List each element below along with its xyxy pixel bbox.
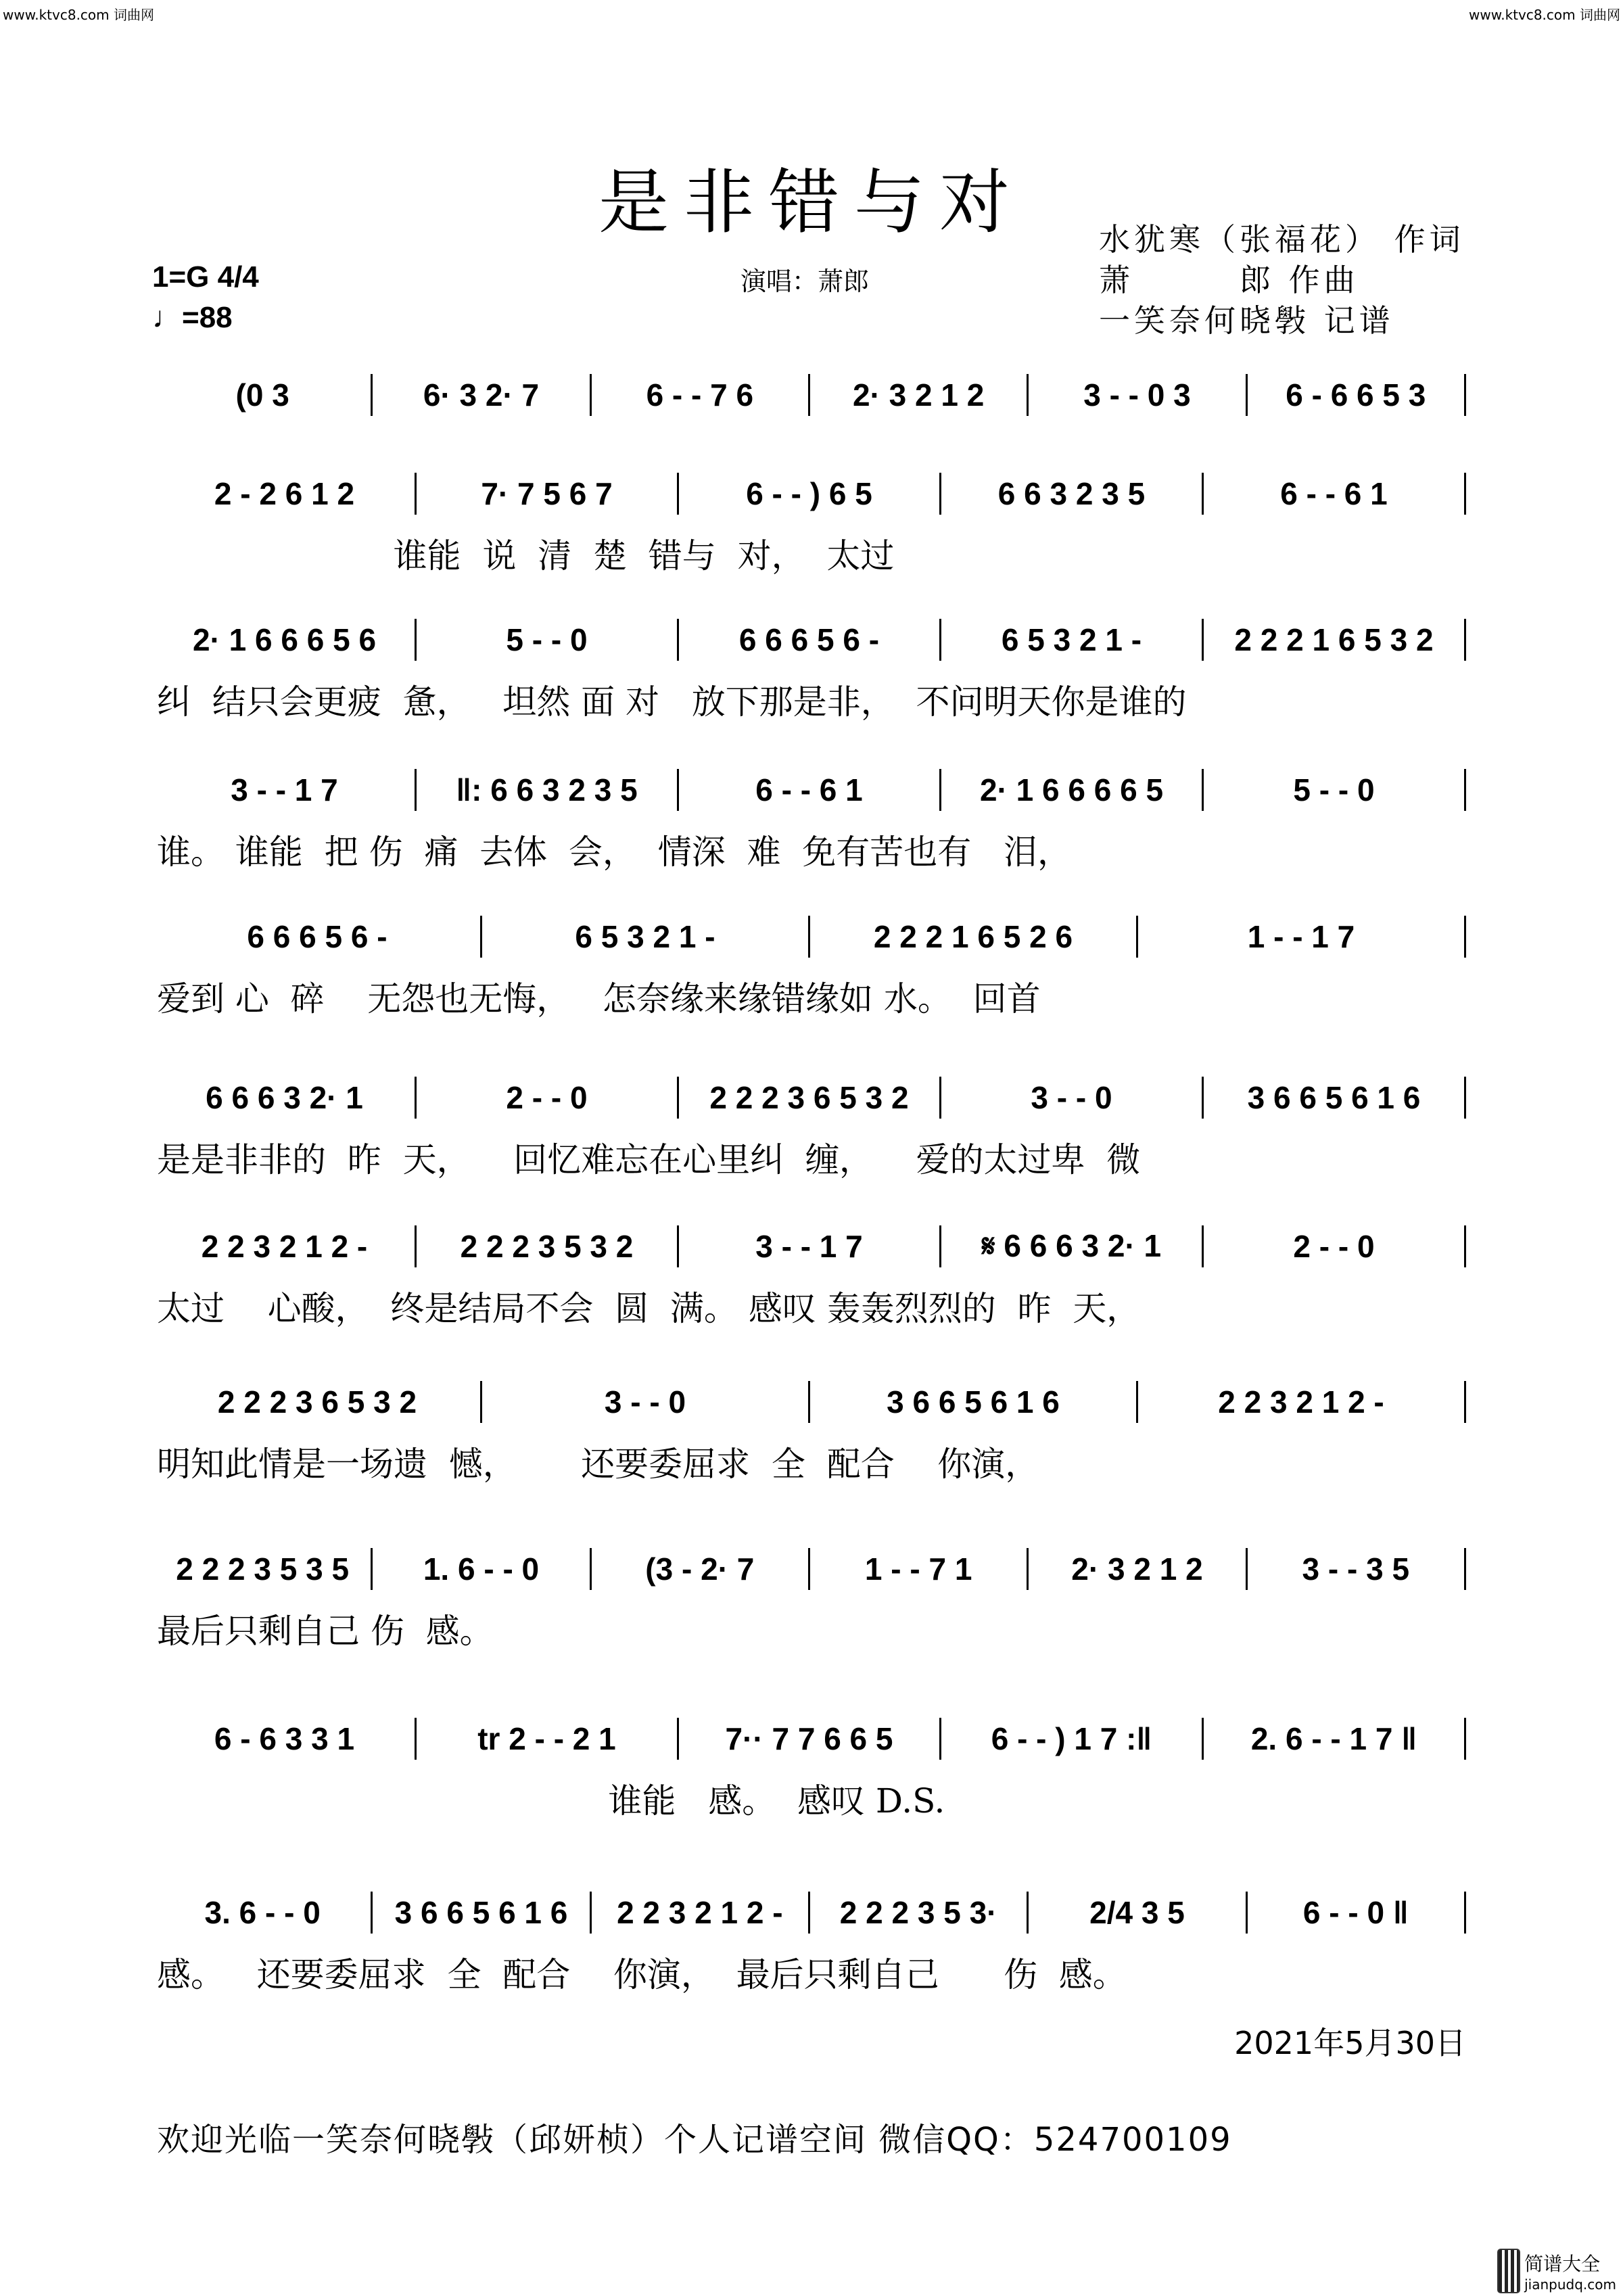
score-row — [157, 916, 1469, 958]
lyric-line: 纠 结只会更疲 惫， 坦然 面 对 放下那是非， 不问明天你是谁的 — [157, 682, 1187, 722]
measure: 2/4 3 5 — [1089, 1895, 1185, 1930]
barline — [939, 473, 941, 515]
footer-text: 欢迎光临一笑奈何晓斅（邱妍桢）个人记谱空间 微信QQ：524700109 — [157, 2121, 1232, 2159]
song-title: 是非错与对 — [598, 161, 1025, 243]
date: 2021年5月30日 — [1234, 2025, 1466, 2061]
measure: 7·· 7 7 6 6 5 — [725, 1721, 893, 1756]
barline — [939, 619, 941, 661]
measure: 3 - - 1 7 — [755, 1229, 863, 1264]
measure: 1. 6 - - 0 — [423, 1551, 540, 1587]
barline — [1202, 619, 1204, 661]
lyric-line: 最后只剩自己 伤 感。 — [157, 1612, 494, 1651]
barline — [1464, 769, 1466, 811]
barline — [1027, 1892, 1029, 1934]
measure: 3 6 6 5 6 1 6 — [394, 1895, 568, 1930]
measure: 1 - - 7 1 — [864, 1551, 972, 1587]
barline — [1202, 769, 1204, 811]
measure: 2 - - 0 — [1293, 1229, 1375, 1264]
barline — [415, 473, 417, 515]
lyric-line: 谁。 谁能 把 伤 痛 去体 会， 情深 难 免有苦也有 泪， — [157, 833, 1071, 872]
score-row — [157, 374, 1469, 416]
measure: ‖: 6 6 3 2 3 5 — [456, 772, 638, 807]
barline — [1136, 916, 1138, 958]
measure: 6 - 6 6 5 3 — [1286, 377, 1426, 413]
barline — [808, 374, 810, 416]
barline — [590, 1892, 592, 1934]
logo-title: 简谱大全 — [1524, 2253, 1601, 2275]
score-row — [157, 1548, 1469, 1590]
measure: 2 2 2 3 6 5 3 2 — [217, 1384, 417, 1420]
measure: 2 2 2 3 5 3 2 — [460, 1229, 634, 1264]
score-row — [157, 619, 1469, 661]
barline — [677, 1718, 679, 1760]
tempo-marking: ♩=88 — [152, 301, 233, 334]
barline — [1464, 473, 1466, 515]
lyric-line: 明知此情是一场遗 憾， 还要委屈求 全 配合 你演， — [157, 1445, 1039, 1484]
barline — [371, 1892, 373, 1934]
measure: 3 - - 0 — [1031, 1080, 1112, 1115]
measure: 2 2 2 3 5 3 5 — [176, 1551, 350, 1587]
measure: tr 2 - - 2 1 — [477, 1721, 616, 1756]
barline — [415, 1077, 417, 1119]
measure: 2 2 3 2 1 2 - — [201, 1229, 368, 1264]
measure: 6 6 3 2 3 5 — [997, 476, 1146, 511]
barline — [1027, 1548, 1029, 1590]
barline — [1464, 1718, 1466, 1760]
barline — [939, 1225, 941, 1267]
barline — [1202, 473, 1204, 515]
measure: 2· 1 6 6 6 6 5 — [979, 772, 1164, 807]
barline — [939, 769, 941, 811]
barline — [677, 473, 679, 515]
score-row — [157, 1892, 1469, 1934]
barline — [1464, 916, 1466, 958]
barline — [677, 619, 679, 661]
barline — [480, 1381, 482, 1423]
key-signature: 1=G 4/4 — [152, 260, 259, 294]
measure: (0 3 — [235, 377, 289, 413]
barline — [808, 916, 810, 958]
measure: 6 - - 6 1 — [1280, 476, 1388, 511]
measure: 2. 6 - - 1 7 ‖ — [1250, 1721, 1417, 1756]
measure: 6 - - 6 1 — [755, 772, 863, 807]
measure: 3 6 6 5 6 1 6 — [887, 1384, 1060, 1420]
lyric-line: 谁能 说 清 楚 错与 对， 太过 — [157, 536, 895, 576]
measure: 5 - - 0 — [1293, 772, 1375, 807]
measure: 6· 3 2· 7 — [423, 377, 540, 413]
barline — [590, 1548, 592, 1590]
lyric-line: 感。 还要委屈求 全 配合 你演， 最后只剩自己 伤 感。 — [157, 1955, 1127, 1994]
measure: 2 2 2 1 6 5 2 6 — [873, 919, 1073, 954]
measure: 3 - - 3 5 — [1302, 1551, 1410, 1587]
barline — [1202, 1718, 1204, 1760]
transcriber-credit: 一笑奈何晓斅 记谱 — [1099, 302, 1394, 339]
piano-keys-icon — [1497, 2249, 1520, 2293]
barline — [1464, 1077, 1466, 1119]
score-row — [157, 1225, 1469, 1267]
barline — [371, 374, 373, 416]
barline — [1464, 1225, 1466, 1267]
barline — [808, 1548, 810, 1590]
barline — [1464, 1381, 1466, 1423]
barline — [1136, 1381, 1138, 1423]
barline — [1464, 374, 1466, 416]
barline — [415, 1225, 417, 1267]
lyric-line: 是是非非的 昨 天， 回忆难忘在心里纠 缠， 爱的太过卑 微 — [157, 1140, 1141, 1179]
barline — [677, 1225, 679, 1267]
measure: 3. 6 - - 0 — [204, 1895, 321, 1930]
measure: 6 6 6 3 2· 1 — [206, 1080, 363, 1115]
lyric-line: 太过 心酸， 终是结局不会 圆 满。 感叹 轰轰烈烈的 昨 天， — [157, 1289, 1141, 1328]
barline — [415, 769, 417, 811]
measure: 3 - - 0 — [604, 1384, 686, 1420]
measure: 2· 3 2 1 2 — [852, 377, 985, 413]
barline — [808, 1381, 810, 1423]
measure: 1 - - 1 7 — [1247, 919, 1355, 954]
barline — [677, 769, 679, 811]
measure: 3 6 6 5 6 1 6 — [1247, 1080, 1421, 1115]
measure: 3 - - 1 7 — [231, 772, 338, 807]
measure: (3 - 2· 7 — [645, 1551, 755, 1587]
measure: 2 - 2 6 1 2 — [214, 476, 355, 511]
score-row — [157, 1381, 1469, 1423]
barline — [1202, 1225, 1204, 1267]
barline — [415, 619, 417, 661]
score-row — [157, 1718, 1469, 1760]
measure: 2 2 3 2 1 2 - — [617, 1895, 783, 1930]
measure: 7· 7 5 6 7 — [481, 476, 613, 511]
barline — [1246, 1548, 1248, 1590]
barline — [939, 1077, 941, 1119]
measure: 2· 1 6 6 6 5 6 — [192, 622, 377, 657]
measure: 5 - - 0 — [506, 622, 588, 657]
score-row — [157, 473, 1469, 515]
measure: 2· 3 2 1 2 — [1071, 1551, 1203, 1587]
measure: 6 - - ) 1 7 :‖ — [991, 1721, 1152, 1756]
barline — [939, 1718, 941, 1760]
measure: 6 - - 0 ‖ — [1302, 1895, 1409, 1930]
score-row — [157, 1077, 1469, 1119]
measure: 3 - - 0 3 — [1083, 377, 1191, 413]
barline — [1246, 374, 1248, 416]
barline — [677, 1077, 679, 1119]
logo-url: jianpudq.com — [1524, 2276, 1616, 2293]
measure: 2 2 2 1 6 5 3 2 — [1234, 622, 1434, 657]
measure: 2 2 2 3 6 5 3 2 — [709, 1080, 909, 1115]
barline — [1464, 1548, 1466, 1590]
barline — [1246, 1892, 1248, 1934]
watermark-right: www.ktvc8.com 词曲网 — [1468, 7, 1620, 23]
singer-label: 演唱：萧郎 — [740, 266, 870, 296]
score-row — [157, 769, 1469, 811]
site-logo — [1497, 2249, 1616, 2293]
barline — [1027, 374, 1029, 416]
barline — [808, 1892, 810, 1934]
barline — [371, 1548, 373, 1590]
barline — [590, 374, 592, 416]
watermark-left: www.ktvc8.com 词曲网 — [3, 7, 155, 23]
lyricist-credit: 水犹寒（张福花） 作词 — [1099, 221, 1465, 258]
measure: 𝄋 6 6 6 3 2· 1 — [981, 1228, 1162, 1263]
measure: 2 2 2 3 5 3· — [839, 1895, 997, 1930]
lyric-line: 爱到 心 碎 无怨也无悔， 怎奈缘来缘错缘如 水。 回首 — [157, 979, 1041, 1018]
measure: 6 5 3 2 1 - — [1001, 622, 1142, 657]
measure: 6 6 6 5 6 - — [738, 622, 880, 657]
measure: 6 6 6 5 6 - — [247, 919, 387, 954]
measure: 6 - 6 3 3 1 — [214, 1721, 355, 1756]
composer-credit: 萧 郎 作曲 — [1099, 262, 1359, 298]
measure: 6 - - 7 6 — [646, 377, 754, 413]
measure: 2 2 3 2 1 2 - — [1218, 1384, 1384, 1420]
measure: 6 5 3 2 1 - — [575, 919, 715, 954]
barline — [1202, 1077, 1204, 1119]
barline — [415, 1718, 417, 1760]
lyric-line: 谁能 感。 感叹 D.S. — [157, 1781, 945, 1821]
barline — [480, 916, 482, 958]
barline — [1464, 1892, 1466, 1934]
barline — [1464, 619, 1466, 661]
measure: 6 - - ) 6 5 — [746, 476, 872, 511]
measure: 2 - - 0 — [506, 1080, 588, 1115]
